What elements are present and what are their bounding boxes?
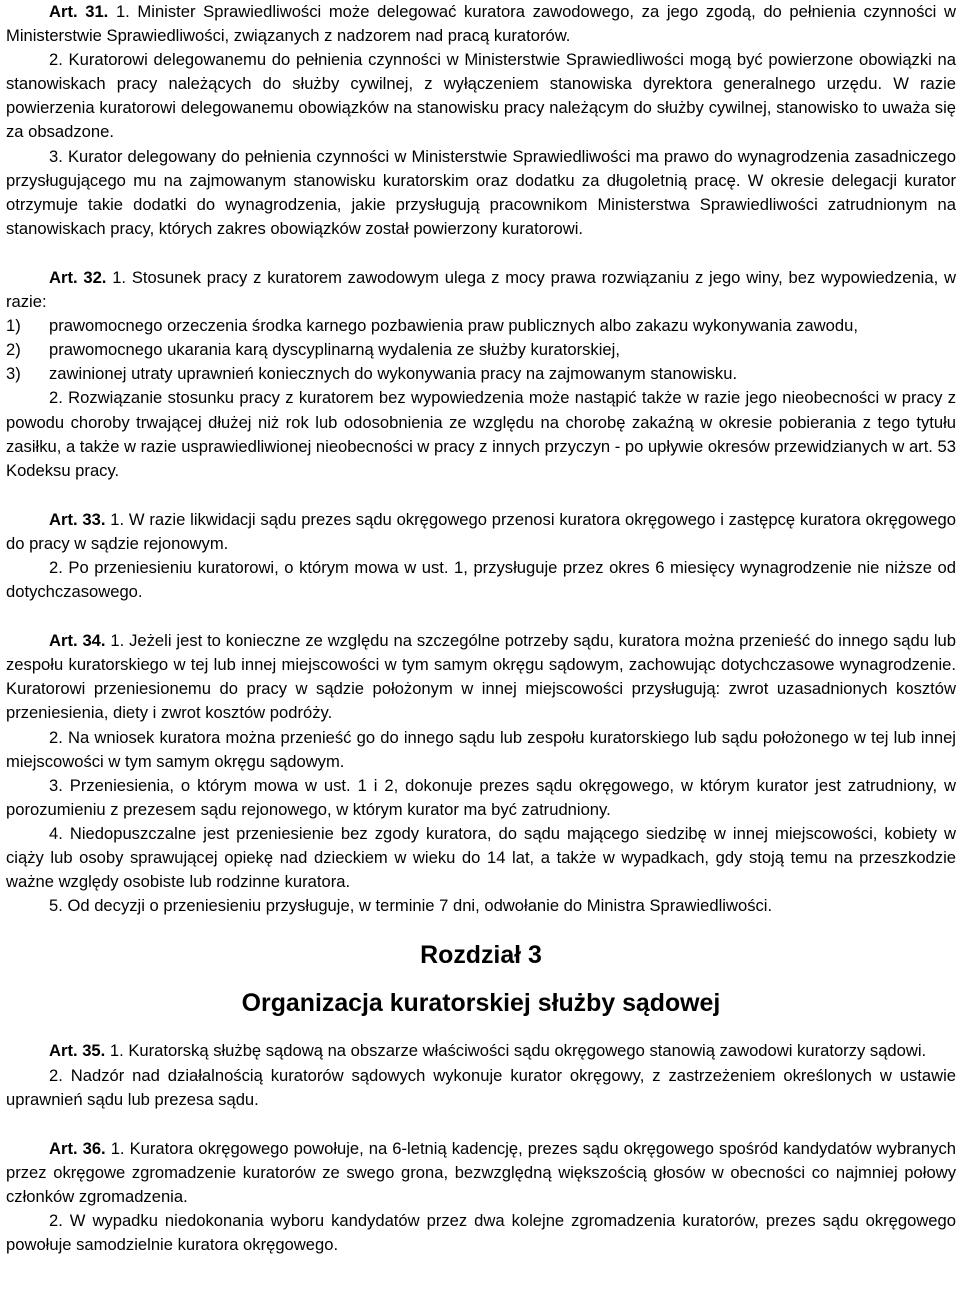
art32-list-item: 3) zawinionej utraty uprawnień koniecznych do wykonywania pracy na zajmowanym stanowisku. — [6, 364, 738, 384]
art33-label: Art. 33. — [49, 509, 106, 529]
art33-paragraph-1: Art. 33. 1. W razie likwidacji sądu prezes sądu okręgowego przenosi kuratora okręgowego i zastępcę kuratora okręgowego do pracy w sądzie rejonowym. — [6, 509, 956, 553]
document-page — [6, 0, 956, 1257]
art35-label: Art. 35. — [49, 1041, 106, 1061]
art35-paragraph-2: 2. Nadzór nad działalnością kuratorów sądowych wykonuje kurator okręgowy, z zastrzeżeniem określonych w ustawie uprawnień sądu lub prezesa sądu. — [6, 1065, 956, 1109]
art34-label: Art. 34. — [49, 631, 106, 651]
art32-label: Art. 32. — [49, 267, 107, 287]
art32-paragraph-2: 2. Rozwiązanie stosunku pracy z kuratorem bez wypowiedzenia może nastąpić także w razie jego nieobecności w pracy z powodu choroby trwającej dłużej niż rok lub odosobnienia ze względu na chorobę zakaźną w okresie pobierania z tego tytułu zasiłku, a także w razie usprawiedliwionej nieobecności w pracy z innych przyczyn - po upływie okresów przewidzianych w art. 53 Kodeksu pracy. — [6, 388, 956, 480]
art31-paragraph-2: 2. Kuratorowi delegowanemu do pełnienia czynności w Ministerstwie Sprawiedliwości mogą być powierzone obowiązki na stanowiskach pracy należących do służby cywilnej, z wyłączeniem stanowiska dyrektora generalnego urzędu. W razie powierzenia kuratorowi delegowanemu obowiązków na stanowisku pracy należącym do służby cywilnej, stanowisko to uważa się za obsadzone. — [6, 50, 956, 142]
art31-label: Art. 31. — [49, 2, 109, 21]
art31-paragraph-1: Art. 31. 1. Minister Sprawiedliwości może delegować kuratora zawodowego, za jego zgodą, do pełnienia czynności w Ministerstwie Sprawiedliwości, związanych z nadzorem nad pracą kuratorów. — [6, 2, 956, 46]
art34-paragraph-2: 2. Na wniosek kuratora można przenieść go do innego sądu lub zespołu kuratorskiego lub sądu położonego w tej lub innej miejscowości w tym samym okręgu sądowym. — [6, 727, 956, 771]
art36-paragraph-2: 2. W wypadku niedokonania wyboru kandydatów przez dwa kolejne zgromadzenia kuratorów, prezes sądu okręgowego powołuje samodzielnie kuratora okręgowego. — [6, 1211, 956, 1255]
art34-paragraph-1: Art. 34. 1. Jeżeli jest to konieczne ze względu na szczególne potrzeby sądu, kuratora można przenieść do innego sądu lub zespołu kuratorskiego w tej lub innej miejscowości w tym samym okręgu sądowym, zachowując dotychczasowe wynagrodzenie. Kuratorowi przeniesionemu do pracy w sądzie położonym w innej miejscowości przysługują: zwrot uzasadnionych kosztów przeniesienia, diety i zwrot kosztów podróży. — [6, 631, 956, 723]
art32-list-item: 1) prawomocnego orzeczenia środka karnego pozbawienia praw publicznych albo zakazu wykonywania zawodu, — [6, 316, 858, 336]
art34-paragraph-5: 5. Od decyzji o przeniesieniu przysługuje, w terminie 7 dni, odwołanie do Ministra Sprawiedliwości. — [49, 896, 773, 916]
article-36 — [6, 1137, 956, 1257]
art34-paragraph-4: 4. Niedopuszczalne jest przeniesienie bez zgody kuratora, do sądu mającego siedzibę w innej miejscowości, kobiety w ciąży lub osoby sprawującej opiekę nad dzieckiem w wieku do 14 lat, a także w wypadkach, gdy stoją temu na przeszkodzie ważne względy osobiste lub rodzinne kuratora. — [6, 823, 956, 892]
art35-paragraph-1: Art. 35. 1. Kuratorską służbę sądową na obszarze właściwości sądu okręgowego stanowią zawodowi kuratorzy sądowi. — [49, 1041, 927, 1061]
art36-paragraph-1: Art. 36. 1. Kuratora okręgowego powołuje, na 6-letnią kadencję, prezes sądu okręgowego spośród kandydatów wybranych przez okręgowe zgromadzenie kuratorów ze swego grona, bezwzględną większością głosów w obecności co najmniej połowy członków zgromadzenia. — [6, 1138, 956, 1206]
art31-paragraph-3: 3. Kurator delegowany do pełnienia czynności w Ministerstwie Sprawiedliwości ma prawo do wynagrodzenia zasadniczego przysługującego mu na zajmowanym stanowisku kuratorskim oraz dodatku za długoletnią pracę. W okresie delegacji kurator otrzymuje takie dodatki do wynagrodzenia, jakie przysługują pracownikom Ministerstwa Sprawiedliwości zatrudnionym na stanowiskach pracy, których zakres obowiązków został powierzony kuratorowi. — [6, 146, 956, 238]
article-31 — [6, 0, 956, 241]
art32-list-item: 2) prawomocnego ukarania karą dyscyplinarną wydalenia ze służby kuratorskiej, — [6, 340, 620, 360]
article-35 — [6, 1039, 956, 1111]
art36-label: Art. 36. — [49, 1138, 106, 1158]
art32-paragraph-1: Art. 32. 1. Stosunek pracy z kuratorem zawodowym ulega z mocy prawa rozwiązaniu z jego winy, bez wypowiedzenia, w razie: — [6, 267, 956, 312]
chapter-number: Rozdział 3 — [420, 941, 542, 970]
article-33 — [6, 508, 956, 604]
art33-paragraph-2: 2. Po przeniesieniu kuratorowi, o którym mowa w ust. 1, przysługuje przez okres 6 miesięcy wynagrodzenie nie niższe od dotychczasowego. — [6, 557, 956, 602]
article-34 — [6, 629, 956, 918]
art34-paragraph-3: 3. Przeniesienia, o którym mowa w ust. 1 i 2, dokonuje prezes sądu okręgowego, w którym kurator jest zatrudniony, w porozumieniu z prezesem sądu rejonowego, w którym kurator ma być zatrudniony. — [6, 775, 956, 819]
chapter-title: Organizacja kuratorskiej służby sądowej — [241, 989, 721, 1018]
article-32 — [6, 266, 956, 483]
